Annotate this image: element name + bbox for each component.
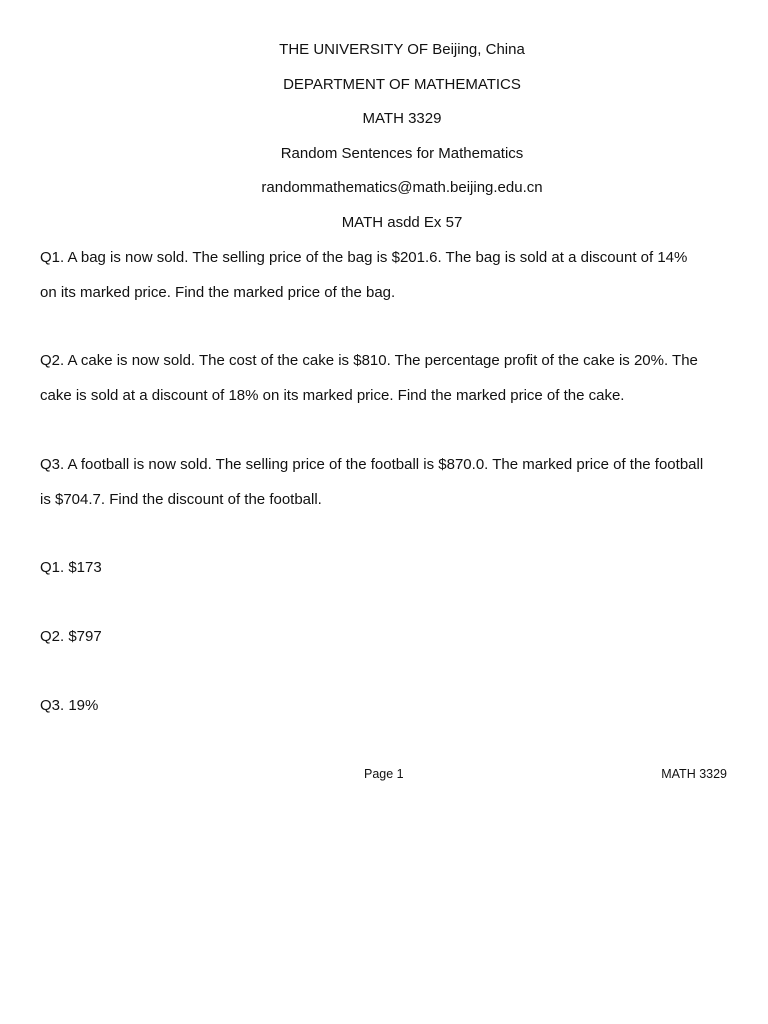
contact-email: randommathematics@math.beijing.edu.cn — [261, 179, 543, 196]
question-2 — [40, 352, 740, 421]
university-heading: THE UNIVERSITY OF Beijing, China — [279, 41, 525, 58]
answer-1: Q1. $173 — [40, 559, 102, 576]
question-2-line-2: cake is sold at a discount of 18% on its marked price. Find the marked price of the cake. — [40, 386, 625, 404]
question-3 — [40, 456, 740, 525]
question-3-line-1: Q3. A football is now sold. The selling price of the football is $870.0. The marked price of the football — [40, 456, 704, 473]
exercise-heading: MATH asdd Ex 57 — [341, 214, 463, 231]
question-1-line-1: Q1. A bag is now sold. The selling price of the bag is $201.6. The bag is sold at a discount of 14% — [40, 249, 688, 266]
footer-course-code: MATH 3329 — [661, 767, 727, 781]
course-code-heading: MATH 3329 — [362, 110, 442, 127]
subtitle-heading: Random Sentences for Mathematics — [280, 145, 524, 162]
question-3-line-2: is $704.7. Find the discount of the football. — [40, 490, 322, 508]
question-1-line-2: on its marked price. Find the marked price of the bag. — [40, 283, 396, 301]
answer-3: Q3. 19% — [40, 697, 99, 714]
department-heading: DEPARTMENT OF MATHEMATICS — [283, 76, 521, 93]
question-1 — [40, 249, 740, 318]
answer-2: Q2. $797 — [40, 628, 102, 645]
footer-page-number: Page 1 — [364, 767, 404, 781]
question-2-line-1: Q2. A cake is now sold. The cost of the cake is $810. The percentage profit of the cake is 20%. The — [40, 352, 698, 369]
